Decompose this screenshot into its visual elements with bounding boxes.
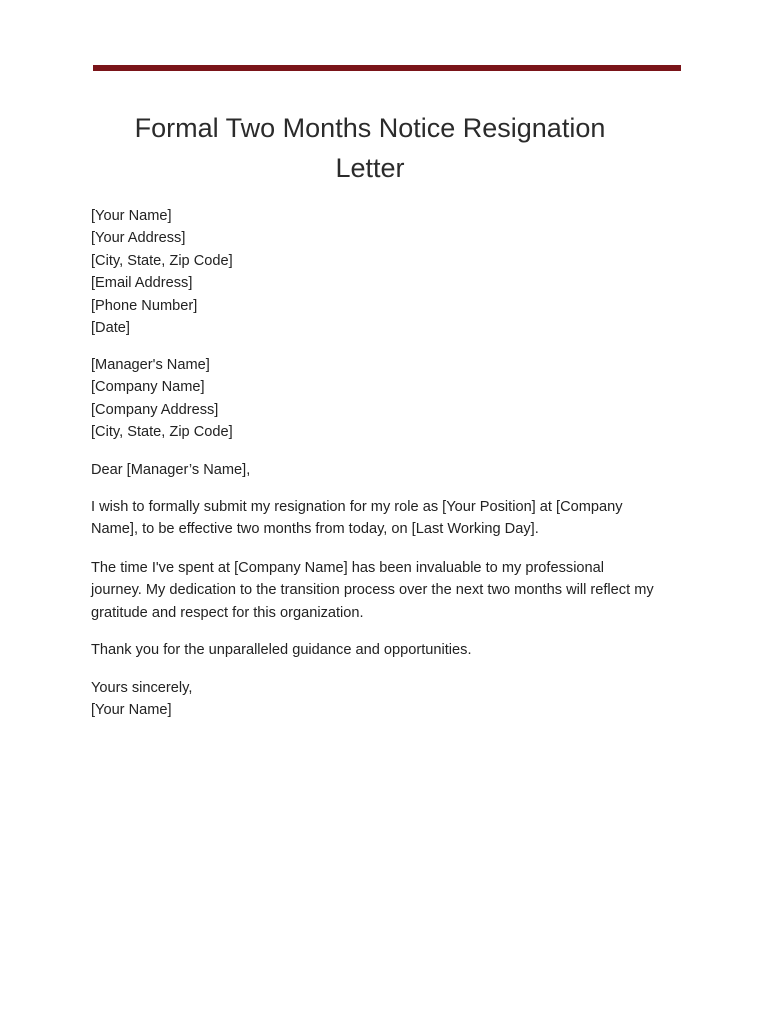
paragraph-text: I wish to formally submit my resignation for my role as [Your Position] at [Company Name], to be effective two months from today, on [Last Working Day]. [91,499,623,538]
salutation [91,459,681,481]
sender-city-state-zip: [City, State, Zip Code] [91,252,233,269]
recipient-company-name: [Company Name] [91,379,205,396]
page-title: Formal Two Months Notice Resignation Letter [134,113,606,183]
sender-phone: [Phone Number] [91,297,198,314]
body-paragraph-1 [91,496,681,541]
header-rule [93,65,681,71]
paragraph-text: The time I've spent at [Company Name] has been invaluable to my professional journey. My dedication to the transition process over the next two months will reflect my gratitude and respect for this organization. [91,560,654,621]
sender-name: [Your Name] [91,208,172,224]
recipient-block [91,354,681,444]
valediction: Yours sincerely, [91,680,193,696]
signature-name: [Your Name] [91,702,172,719]
sender-block [91,205,681,339]
recipient-city-state-zip: [City, State, Zip Code] [91,424,233,441]
body-paragraph-3 [91,639,681,661]
sender-email: [Email Address] [91,275,193,292]
recipient-company-address: [Company Address] [91,401,219,418]
body-paragraph-2 [91,557,681,624]
recipient-manager-name: [Manager's Name] [91,357,210,373]
salutation-text: Dear [Manager’s Name], [91,462,251,478]
closing-block [91,677,681,722]
paragraph-text: Thank you for the unparalleled guidance and opportunities. [91,642,472,658]
letter-date: [Date] [91,320,130,337]
sender-address: [Your Address] [91,230,186,247]
